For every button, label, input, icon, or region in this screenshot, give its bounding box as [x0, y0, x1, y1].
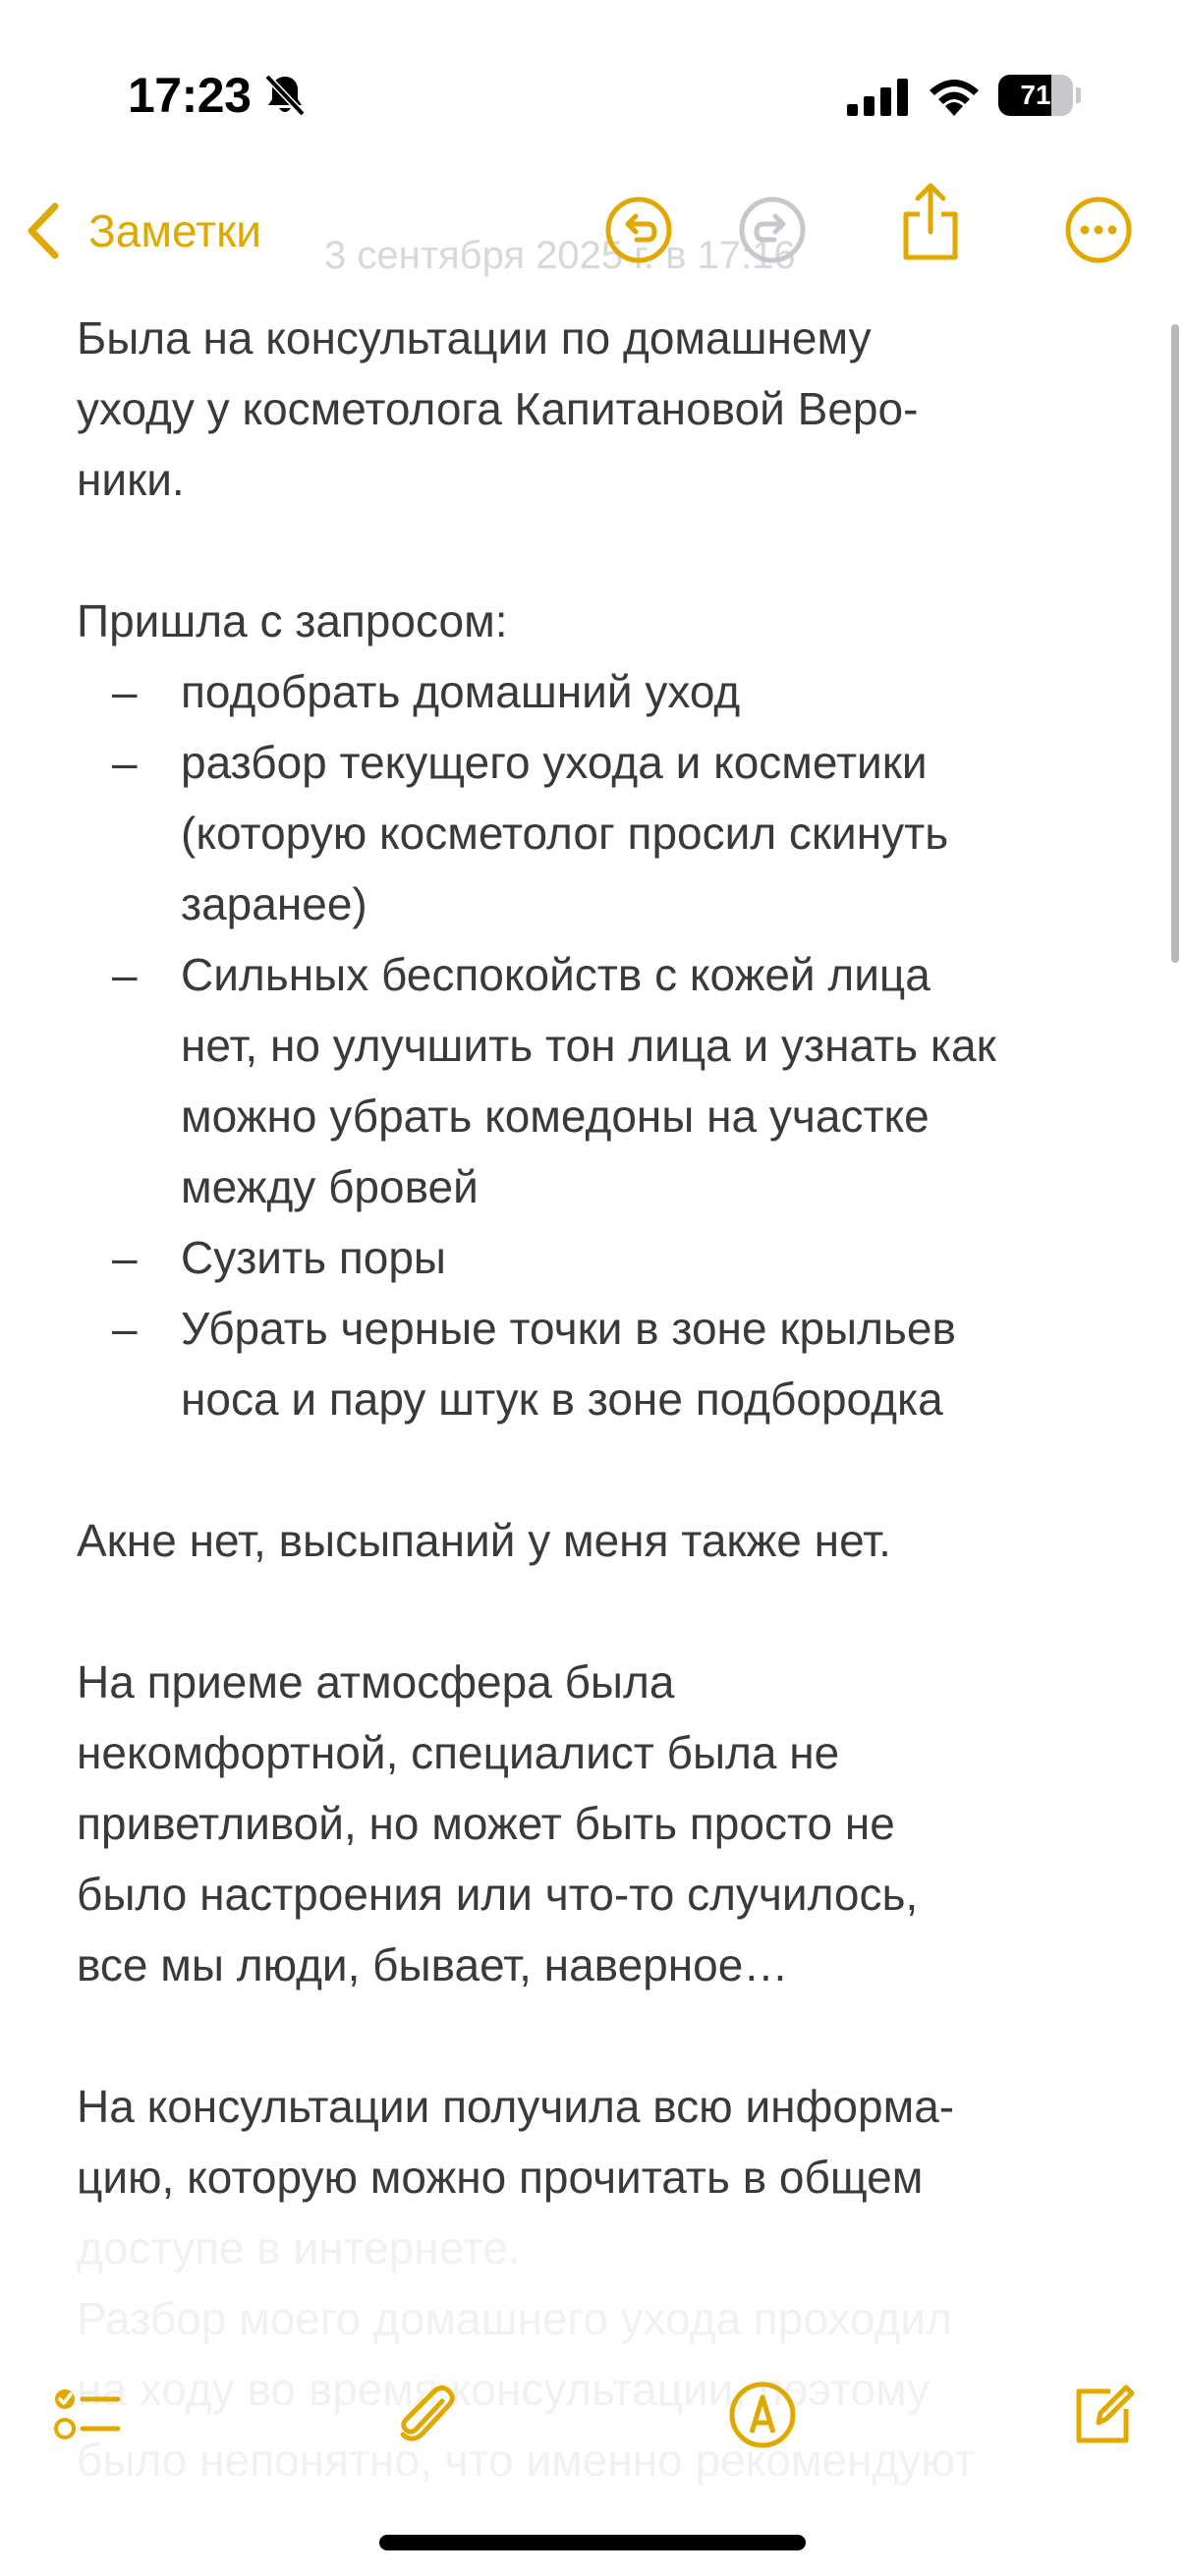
text-line: уходу у косметолога Капитановой Веро-	[77, 383, 919, 434]
compose-icon[interactable]	[1067, 2380, 1138, 2450]
text-line: На консультации получила всю информа-	[77, 2081, 955, 2132]
list-dash: –	[112, 666, 138, 717]
redo-icon[interactable]	[737, 195, 808, 265]
wifi-icon	[926, 75, 983, 116]
list-dash: –	[112, 949, 138, 1000]
list-dash: –	[112, 1303, 138, 1354]
paragraph-request: Пришла с запросом:	[77, 595, 508, 646]
list-dash: –	[112, 737, 138, 788]
text-line: заранее)	[181, 878, 367, 929]
text-line: нет, но улучшить тон лица и узнать как	[181, 1020, 996, 1071]
text-line: ники.	[77, 454, 185, 505]
text-line: можно убрать комедоны на участке	[181, 1091, 930, 1142]
text-line-faded: на ходу во время консультации, поэтому	[77, 2364, 931, 2415]
back-button[interactable]	[24, 187, 261, 275]
blank-line	[77, 1576, 1118, 1647]
paragraph-intro	[77, 303, 1118, 515]
undo-icon[interactable]	[603, 195, 674, 265]
text-line: все мы люди, бывает, наверное…	[77, 1939, 789, 1990]
blank-line	[77, 2000, 1118, 2071]
text-line: Сильных беспокойств с кожей лица	[181, 949, 931, 1000]
list-dash: –	[112, 1232, 138, 1283]
battery-icon	[998, 75, 1081, 116]
share-icon[interactable]	[898, 181, 963, 263]
list-item	[77, 727, 1118, 939]
status-time: 17:23	[128, 68, 252, 123]
status-bar	[0, 0, 1185, 187]
text-line: подобрать домашний уход	[181, 666, 741, 717]
text-line: некомфортной, специалист была не	[77, 1727, 840, 1778]
chevron-left-icon	[24, 200, 63, 261]
text-line: носа и пару штук в зоне подбородка	[181, 1373, 943, 1425]
request-list	[77, 656, 1118, 1434]
text-line-faded: доступе в интернете.	[77, 2222, 521, 2273]
paragraph-skin: Акне нет, высыпаний у меня также нет.	[77, 1515, 891, 1566]
text-line-faded: Разбор моего домашнего ухода проходил	[77, 2293, 952, 2344]
blank-line	[77, 1434, 1118, 1505]
battery-level: 71	[1020, 80, 1051, 110]
paragraph-atmosphere	[77, 1647, 1118, 2000]
text-line: Сузить поры	[181, 1232, 446, 1283]
markup-icon[interactable]	[727, 2380, 798, 2450]
text-line: Убрать черные точки в зоне крыльев	[181, 1303, 956, 1354]
note-date: 3 сентября 2025 г. в 17:16	[324, 234, 796, 277]
battery-cap	[1076, 87, 1081, 103]
blank-line	[77, 515, 1118, 586]
cellular-signal-icon	[847, 79, 908, 116]
text-line: Была на консультации по домашнему	[77, 312, 872, 364]
bottom-toolbar	[0, 2358, 1185, 2466]
scroll-indicator[interactable]	[1171, 324, 1179, 963]
note-body[interactable]	[77, 303, 1118, 2495]
text-line: между бровей	[181, 1161, 479, 1212]
text-line: приветливой, но может быть просто не	[77, 1798, 895, 1849]
list-item	[77, 1293, 1118, 1434]
battery-body	[998, 75, 1073, 116]
paperclip-icon[interactable]	[391, 2380, 462, 2450]
list-item	[77, 656, 1118, 727]
list-item	[77, 939, 1118, 1222]
more-icon[interactable]	[1063, 195, 1134, 265]
back-label: Заметки	[88, 205, 261, 256]
text-line-faded: было непонятно, что именно рекомендуют	[77, 2435, 975, 2486]
home-indicator[interactable]	[379, 2535, 806, 2550]
checklist-icon[interactable]	[51, 2380, 122, 2450]
text-line: На приеме атмосфера была	[77, 1656, 675, 1708]
bell-slash-icon	[263, 73, 307, 118]
list-item	[77, 1222, 1118, 1293]
text-line: было настроения или что-то случилось,	[77, 1869, 919, 1920]
text-line: разбор текущего ухода и косметики	[181, 737, 928, 788]
text-line: цию, которую можно прочитать в общем	[77, 2152, 924, 2203]
paragraph-info	[77, 2071, 1118, 2283]
text-line: (которую косметолог просил скинуть	[181, 808, 949, 859]
